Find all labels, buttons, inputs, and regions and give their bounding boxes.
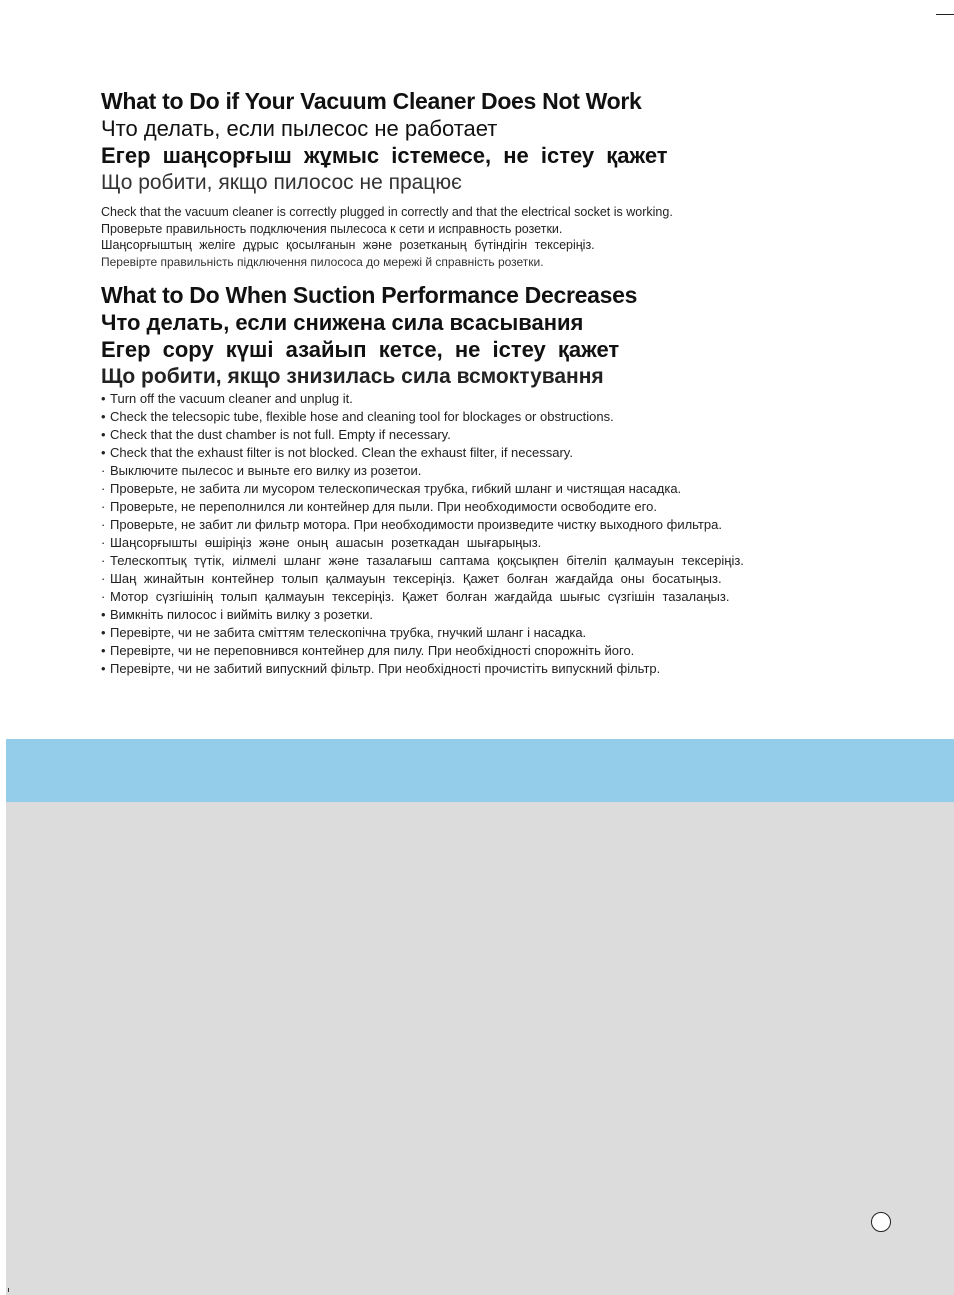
section1-title-uk: Що робити, якщо пилосос не працює [101,171,462,194]
list-item: • Check that the dust chamber is not full. Empty if necessary. [101,427,451,442]
section2-title-en: What to Do When Suction Performance Decreases [101,282,638,308]
section-suction-decreases [101,282,901,678]
bullet-icon: • [101,643,106,658]
bullet-icon: · [101,535,106,550]
bullet-icon: • [101,391,106,406]
section2-title-kz: Егер сору күші азайып кетсе, не істеу қажет [101,337,620,362]
blue-band [6,739,954,802]
bullets-ru [101,462,901,534]
bullet-icon: · [101,589,106,604]
bullet-icon: • [101,661,106,676]
list-item: · Выключите пылесос и выньте его вилку из розетои. [101,463,422,478]
bullet-icon: · [101,463,106,478]
list-item: · Телескоптық түтік, иілмелі шланг және тазалағыш саптама қоқсықпен бітеліп қалмауын тексеріңіз. [101,553,744,568]
list-item: • Check the telecsopic tube, flexible hose and cleaning tool for blockages or obstructions. [101,409,614,424]
section1-text-uk: Перевірте правильність підключення пилососа до мережі й справність розетки. [101,254,544,269]
list-item: • Перевірте, чи не забитий випускний фільтр. При необхідності прочистіть випускний фільтр. [101,661,661,676]
bullet-icon: • [101,445,106,460]
bullet-icon: · [101,499,106,514]
list-item: • Перевірте, чи не переповнився контейнер для пилу. При необхідності спорожніть його. [101,643,635,658]
section2-title-ru: Что делать, если снижена сила всасывания [101,310,584,335]
page-edge-mark [936,14,954,15]
section1-text-kz: Шаңсорғыштың желіге дұрыс қосылғанын және розетканың бүтіндігін тексеріңіз. [101,238,595,252]
bullet-icon: · [101,553,106,568]
list-item: • Вимкніть пилосос і вийміть вилку з розетки. [101,607,374,622]
corner-tick-mark [8,1288,9,1292]
bullet-icon: • [101,607,106,622]
bullet-icon: · [101,481,106,496]
bullet-icon: · [101,517,106,532]
bullet-icon: · [101,571,106,586]
grey-panel [6,802,954,1295]
section-not-working [101,88,901,270]
section1-text [101,204,901,270]
bullets-en [101,390,901,462]
section1-title-en: What to Do if Your Vacuum Cleaner Does Not Work [101,88,642,114]
bullet-icon: • [101,427,106,442]
manual-content [101,88,901,678]
section2-title-uk: Що робити, якщо знизилась сила всмоктування [101,365,604,388]
bullets-uk [101,606,901,678]
list-item: · Проверьте, не забит ли фильтр мотора. При необходимости произведите чистку выходного фильтра. [101,517,722,532]
list-item: • Turn off the vacuum cleaner and unplug it. [101,391,353,406]
list-item: · Проверьте, не переполнился ли контейнер для пыли. При необходимости освободите его. [101,499,657,514]
page-circle-icon [871,1212,891,1232]
bullets-kz [101,534,901,606]
list-item: · Шаңсорғышты өшіріңіз және оның ашасын розеткадан шығарыңыз. [101,535,542,550]
section1-text-en: Check that the vacuum cleaner is correctly plugged in correctly and that the electrical socket is working. [101,205,673,219]
list-item: • Перевірте, чи не забита сміттям телескопічна трубка, гнучкий шланг і насадка. [101,625,587,640]
bullet-icon: • [101,625,106,640]
list-item: · Проверьте, не забита ли мусором телескопическая трубка, гибкий шланг и чистящая насадка. [101,481,682,496]
section1-title-kz: Егер шаңсорғыш жұмыс істемесе, не істеу қажет [101,143,668,168]
section1-text-ru: Проверьте правильность подключения пылесоса к сети и исправность розетки. [101,221,563,236]
list-item: · Мотор сүзгішінің толып қалмауын тексеріңіз. Қажет болған жағдайда шығыс сүзгішін тазалаңыз. [101,589,730,604]
bullet-icon: • [101,409,106,424]
list-item: • Check that the exhaust filter is not blocked. Clean the exhaust filter, if necessary. [101,445,573,460]
list-item: · Шаң жинайтын контейнер толып қалмауын тексеріңіз. Қажет болған жағдайда оны босатыңыз. [101,571,722,586]
section1-title-ru: Что делать, если пылесос не работает [101,116,498,141]
